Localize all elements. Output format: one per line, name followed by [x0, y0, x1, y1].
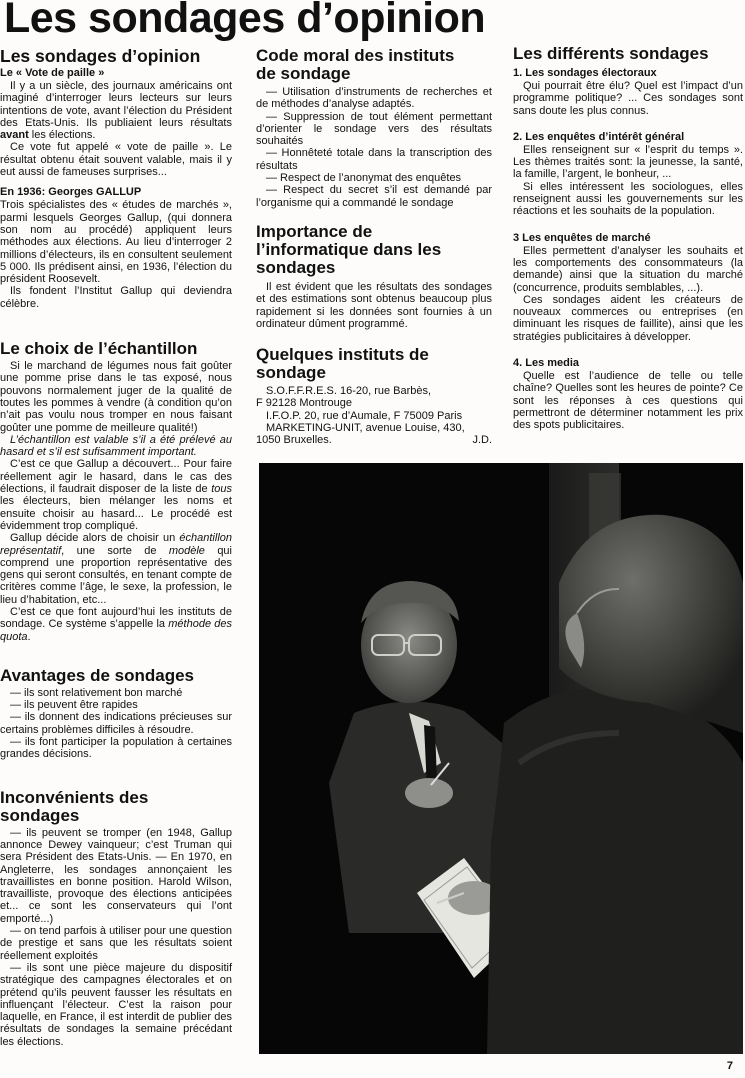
vote-paragraph-1: Il y a un siècle, des journaux américains ont imaginé d’interroger leurs lecteurs sur leurs intentions de vote, avant l’élection du Président des Etats-Unis. Ils publiaient leurs résultats avant les élections. [0, 80, 232, 142]
institut-line: MARKETING-UNIT, avenue Louise, 430, [266, 422, 465, 435]
page-number: 7 [726, 1060, 733, 1072]
interet-paragraph-1: Elles renseignent sur « l’esprit du temps ». Les thèmes traités sont: la jeunesse, la santé, la famille, l’argent, le bonheur, ... [513, 143, 743, 181]
informatique-paragraph: Il est évident que les résultats des sondages et des estimations sont obtenus beaucoup plus rapidement si les données sont fournies à un ordinateur dûment programmé. [256, 280, 492, 330]
gallup-paragraph-1: Trois spécialistes des « études de marchés », parmi lesquels Georges Gallup, (qui donnera son nom au procédé) appliquent leurs méthodes aux élections. Au lieu d’interroger 2 millions d’électeurs, ils en consultent seulement 5 000. Ils prédisent ainsi, en 1936, l’élection du président Roosevelt. [0, 199, 232, 286]
interview-photograph [259, 463, 743, 1054]
code-item: — Utilisation d’instruments de recherches et de méthodes d’analyse adaptés. [256, 86, 492, 111]
electoraux-paragraph: Qui pourrait être élu? Quel est l’impact d’un programme politique? ... Ces sondages sont sans doute les plus connus. [513, 80, 743, 117]
subheading-gallup: En 1936: Georges GALLUP [0, 186, 142, 199]
code-item: — Suppression de tout élément permettant d’orienter le sondage vers des résultats souhaités [256, 110, 492, 148]
inconvenient-item: — ils sont une pièce majeure du dispositif stratégique des campagnes électorales et on prétend qu’ils peuvent fausser les résultats en influençant l’électeur. C’est la raison pour laquelle, en France, il est interdit de publier des résultats de sondages la semaine précédant les élections. [0, 961, 232, 1048]
section-title-echantillon: Le choix de l’échantillon [0, 339, 198, 359]
avantage-item: — ils font participer la population à certaines grandes décisions. [0, 736, 232, 761]
inconvenient-item: — ils peuvent se tromper (en 1948, Gallup annonce Dewey vainqueur; c’est Truman qui sera Président des Etats-Unis. — En 1970, en Angleterre, les sondages annonçaient les travaillistes en bonne position. Harold Wilson, travailliste, provoque des élections anticipées et... ce sont les conservateurs qui l’ont emporté...) [0, 826, 232, 925]
photograph-illustration [259, 463, 743, 1054]
middle-column [256, 45, 492, 447]
subheading-media: 4. Les media [513, 357, 580, 370]
interet-paragraph-2: Si elles intéressent les sociologues, elles renseignent aussi les gouvernements sur les réactions et les souhaits de la population. [513, 180, 743, 218]
section-title-informatique: Importance de l’informatique dans les sondages [256, 221, 442, 277]
code-item: — Respect de l’anonymat des enquêtes [266, 172, 462, 185]
marche-paragraph-2: Ces sondages aident les créateurs de nouveaux commerces ou entreprises (en diminuant les risques de faillite), ainsi que les stratégies publicitaires à développer. [513, 293, 743, 343]
echantillon-paragraph-3: C’est ce que Gallup a découvert... Pour faire réellement agir le hasard, dans le cas des élections, il faudrait disposer de la liste de tous les électeurs, bien mélanger les noms et ensuite choisir au hasard... Le procédé est évidemment trop compliqué. [0, 458, 232, 532]
echantillon-paragraph-4: Gallup décide alors de choisir un échantillon représentatif, une sorte de modèle qui comprend une proportion représentative des gens qui seront consultés, en tenant compte de critères comme l’âge, le sexe, la profession, le lieu d’habitation, etc... [0, 532, 232, 606]
code-item: — Honnêteté totale dans la transcription des résultats [256, 147, 492, 172]
vote-paragraph-2: Ce vote fut appelé « vote de paille ». Le résultat obtenu était souvent valable, mais il y eut aussi de fameuses surprises... [0, 141, 232, 179]
page-title: Les sondages d’opinion [4, 0, 486, 42]
subheading-vote-de-paille: Le « Vote de paille » [0, 67, 105, 79]
section-title-instituts: Quelques instituts de sondage [256, 345, 429, 383]
subheading-electoraux: 1. Les sondages électoraux [513, 67, 657, 79]
section-title-code-moral: Code moral des instituts de sondage [256, 46, 455, 83]
avantage-item: — ils donnent des indications précieuses sur certains problèmes difficiles à résoudre. [0, 711, 232, 736]
avantage-item: — ils sont relativement bon marché [10, 686, 183, 699]
subheading-interet-general: 2. Les enquêtes d’intérêt général [513, 130, 685, 143]
inconvenient-item: — on tend parfois à utiliser pour une question de prestige et sans que les résultats soient réellement exploités [0, 925, 232, 962]
subheading-marche: 3 Les enquêtes de marché [513, 231, 651, 244]
echantillon-paragraph-5: C’est ce que font aujourd’hui les instituts de sondage. Ce système s’appelle la méthode des quota. [0, 605, 232, 643]
gallup-paragraph-2: Ils fondent l’Institut Gallup qui deviendra célèbre. [0, 285, 232, 310]
institut-line: S.O.F.F.R.E.S. 16-20, rue Barbès, [266, 385, 432, 398]
institut-line-last: 1050 Bruxelles. J.D. [256, 434, 492, 447]
right-column [513, 45, 743, 432]
section-title-sondages: Les sondages d’opinion [0, 46, 201, 66]
section-title-differents: Les différents sondages [513, 44, 709, 63]
echantillon-paragraph-1: Si le marchand de légumes nous fait goûter une pomme prise dans le tas exposé, nous pouvons normalement juger de la qualité de toutes les pommes à vendre (à condition qu’on n’ait pas voulu nous tromper en nous faisant goûter une pomme de meilleure qualité!) [0, 360, 232, 434]
echantillon-paragraph-2: L’échantillon est valable s’il a été prélevé au hasard et s’il est sufisamment important. [0, 433, 232, 459]
left-column [0, 45, 232, 1048]
avantage-item: — ils peuvent être rapides [10, 699, 138, 712]
author-signature: J.D. [472, 434, 492, 447]
institut-line: F 92128 Montrouge [256, 397, 353, 410]
code-item: — Respect du secret s’il est demandé par l’organisme qui a commandé le sondage [256, 184, 492, 209]
media-paragraph: Quelle est l’audience de telle ou telle chaîne? Quelles sont les heures de pointe? Ce sont les réponses à ces questions qui permettront de déterminer notamment les prix des spots publicitaires. [513, 370, 743, 432]
section-title-avantages: Avantages de sondages [0, 665, 194, 685]
marche-paragraph-1: Elles permettent d’analyser les souhaits et les comportements des consommateurs (la demande) ainsi que la situation du marché (concurrence, produits semblables, ...). [513, 244, 743, 294]
section-title-inconvenients: Inconvénients des sondages [0, 787, 149, 825]
institut-line: I.F.O.P. 20, rue d’Aumale, F 75009 Paris [266, 409, 463, 422]
